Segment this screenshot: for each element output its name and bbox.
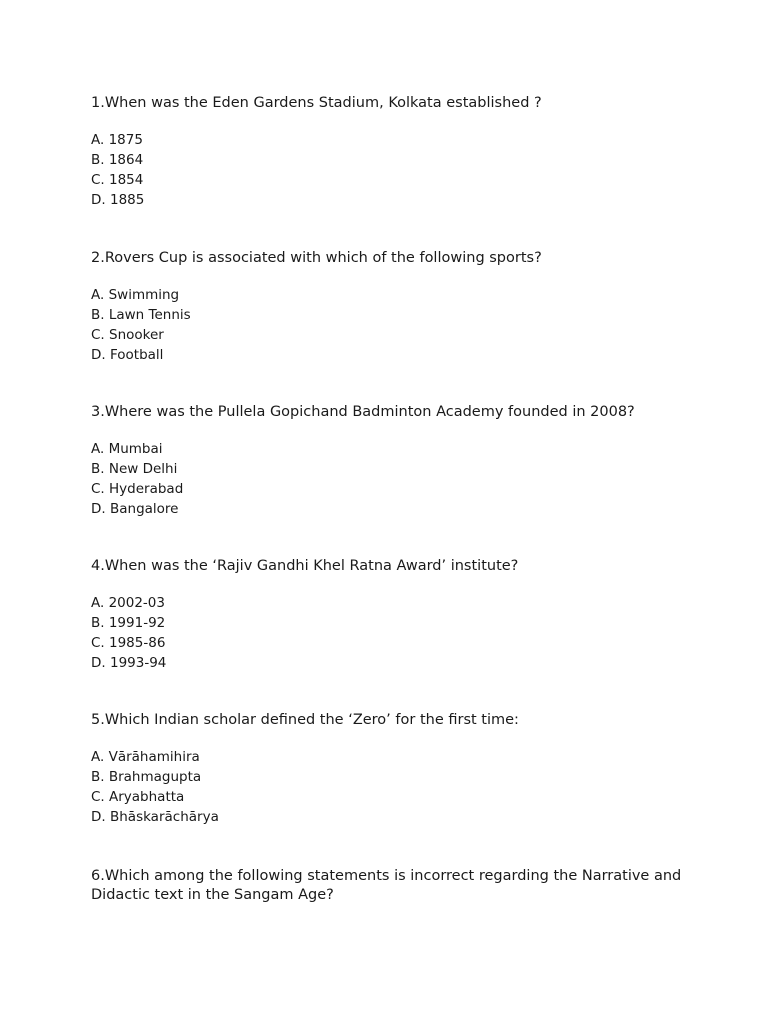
option-b: B. Lawn Tennis	[91, 307, 191, 323]
option-b: B. 1864	[91, 152, 144, 168]
option-list	[91, 439, 691, 519]
option-list	[91, 593, 691, 673]
option-list	[91, 747, 691, 827]
question-text: 6.Which among the following statements is incorrect regarding the Narrative and Didactic text in the Sangam Age?	[91, 868, 682, 903]
option-a: A. 1875	[91, 132, 143, 148]
question-text: 1.When was the Eden Gardens Stadium, Kolkata established ?	[91, 95, 542, 111]
question-text: 5.Which Indian scholar defined the ‘Zero’ for the first time:	[91, 712, 519, 728]
option-d: D. Football	[91, 347, 164, 363]
option-c: C. Aryabhatta	[91, 789, 185, 805]
option-c: C. Hyderabad	[91, 481, 184, 497]
option-a: A. Vārāhamihira	[91, 749, 200, 765]
option-b: B. New Delhi	[91, 461, 178, 477]
option-b: B. 1991-92	[91, 615, 166, 631]
question-text: 3.Where was the Pullela Gopichand Badminton Academy founded in 2008?	[91, 404, 635, 420]
question-5	[91, 711, 691, 827]
question-text: 2.Rovers Cup is associated with which of the following sports?	[91, 250, 542, 266]
option-c: C. 1985-86	[91, 635, 166, 651]
option-a: A. Swimming	[91, 287, 180, 303]
option-b: B. Brahmagupta	[91, 769, 202, 785]
option-list	[91, 130, 691, 210]
option-d: D. 1885	[91, 192, 145, 208]
option-a: A. 2002-03	[91, 595, 165, 611]
option-list	[91, 285, 691, 365]
option-d: D. Bhāskarāchārya	[91, 809, 219, 825]
question-1	[91, 94, 691, 210]
question-text: 4.When was the ‘Rajiv Gandhi Khel Ratna Award’ institute?	[91, 558, 519, 574]
option-a: A. Mumbai	[91, 441, 163, 457]
question-4	[91, 557, 691, 673]
option-c: C. Snooker	[91, 327, 164, 343]
option-d: D. 1993-94	[91, 655, 167, 671]
question-2	[91, 249, 691, 365]
option-d: D. Bangalore	[91, 501, 179, 517]
question-6	[91, 867, 691, 905]
question-3	[91, 403, 691, 519]
option-c: C. 1854	[91, 172, 144, 188]
